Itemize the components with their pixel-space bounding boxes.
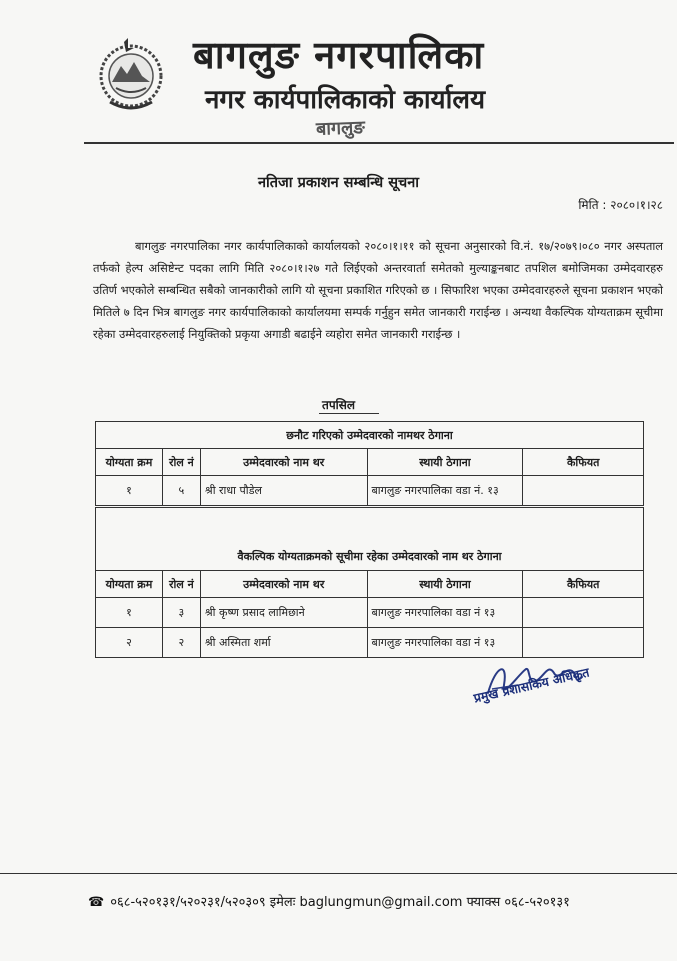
col-address: स्थायी ठेगाना: [367, 571, 523, 598]
notice-title: नतिजा प्रकाशन सम्बन्धि सूचना: [257, 175, 420, 191]
cell-address: बागलुङ नगरपालिका वडा नं १३: [367, 598, 523, 628]
tapasil-heading: तपसिल: [321, 398, 355, 412]
cell-roll: २: [162, 628, 200, 658]
table-row: [96, 628, 644, 658]
cell-rank: १: [96, 476, 163, 506]
col-name: उम्मेदवारको नाम थर: [200, 571, 367, 598]
office-subtitle: नगर कार्यपालिकाको कार्यालय: [205, 85, 486, 115]
col-remarks: कैफियत: [523, 449, 644, 476]
col-address: स्थायी ठेगाना: [367, 449, 523, 476]
header-divider: [84, 142, 674, 144]
cell-remarks: [523, 598, 644, 628]
notice-body: [93, 235, 663, 345]
signatory-title: प्रमुख प्रशासकिय अधिकृत: [472, 664, 591, 706]
cell-address: बागलुङ नगरपालिका वडा नं १३: [367, 628, 523, 658]
table-row: [96, 476, 644, 506]
alternate-candidates-table: [95, 507, 644, 658]
col-roll: रोल नं: [162, 449, 200, 476]
col-remarks: कैफियत: [523, 571, 644, 598]
col-rank: योग्यता क्रम: [96, 571, 163, 598]
col-roll: रोल नं: [162, 571, 200, 598]
col-name: उम्मेदवारको नाम थर: [200, 449, 367, 476]
footer-text: ०६८-५२०१३१/५२०२३१/५२०३०९ इमेलः baglungmun@gmail.com फ्याक्स ०६८-५२०१३१: [110, 895, 570, 910]
cell-name: श्री कृष्ण प्रसाद लामिछाने: [200, 598, 367, 628]
location-stamp: बागलुङ: [315, 117, 366, 140]
footer-contact: [88, 892, 570, 910]
alternate-table-heading: वैकल्पिक योग्यताक्रमको सूचीमा रहेका उम्मेदवारको नाम थर ठेगाना: [96, 508, 644, 571]
cell-name: श्री अस्मिता शर्मा: [200, 628, 367, 658]
col-rank: योग्यता क्रम: [96, 449, 163, 476]
nepal-emblem-icon: [96, 36, 166, 112]
cell-rank: १: [96, 598, 163, 628]
selected-candidates-table: [95, 421, 644, 506]
cell-roll: ३: [162, 598, 200, 628]
table-row: [96, 598, 644, 628]
cell-rank: २: [96, 628, 163, 658]
cell-roll: ५: [162, 476, 200, 506]
cell-remarks: [523, 628, 644, 658]
selected-table-heading: छनौट गरिएको उम्मेदवारको नामथर ठेगाना: [96, 422, 644, 449]
notice-date: मिति : २०८०।१।२८: [578, 198, 663, 212]
office-title: बागलुङ नगरपालिका: [193, 33, 485, 77]
tapasil-underline: [319, 413, 379, 414]
cell-remarks: [523, 476, 644, 506]
notice-body-text: बागलुङ नगरपालिका नगर कार्यपालिकाको कार्यालयको २०८०।१।११ को सूचना अनुसारको वि.नं. १७/२०७९।०८० नगर अस्पताल तर्फको हेल्प असिष्टेन्ट पदका लागि मिति २०८०।१।२७ गते लिईएको अन्तरवार्ता समेतको मुल्याङ्कनबाट तपशिल बमोजिमका उम्मेदवारहरु उतिर्ण भएकोले सम्बन्धित सबैको जानकारीको लागि यो सूचना प्रकाशित गरिएको छ । सिफारिश भएका उम्मेदवारहरुले सूचना प्रकाशन भएको मितिले ७ दिन भित्र बागलुङ नगर कार्यपालिकाको कार्यालयमा सम्पर्क गर्नुहुन समेत जानकारी गराईन्छ । अन्यथा वैकल्पिक योग्यताक्रम सूचीमा रहेका उम्मेदवारहरुलाई नियुक्तिको प्रकृया अगाडी बढाईने व्यहोरा समेत जानकारी गराईन्छ ।: [93, 239, 663, 341]
cell-name: श्री राधा पौडेल: [200, 476, 367, 506]
telephone-icon: ☎: [88, 895, 105, 910]
cell-address: बागलुङ नगरपालिका वडा नं. १३: [367, 476, 523, 506]
footer-divider: [0, 873, 677, 874]
